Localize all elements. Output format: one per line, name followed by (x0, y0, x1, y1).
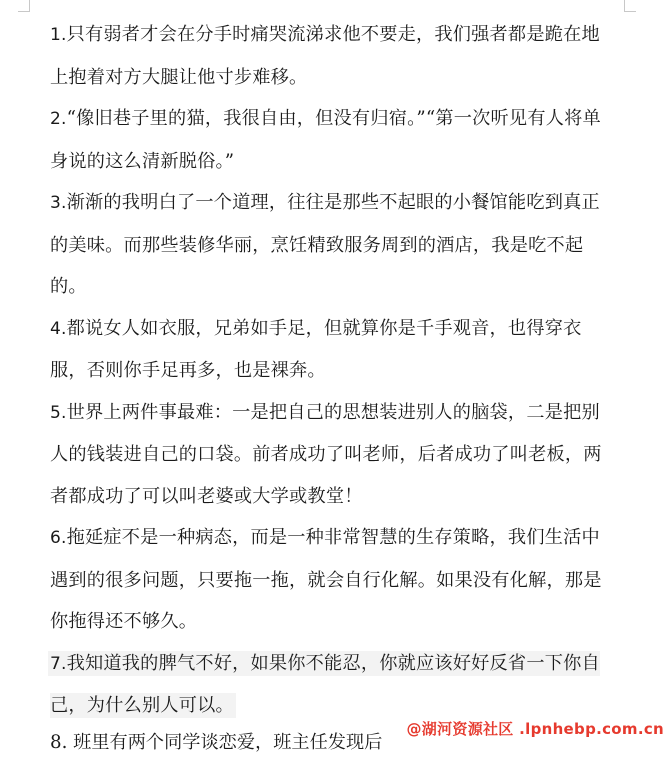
paragraph-text: “像旧巷子里的猫，我很自由，但没有归宿。”“第一次听见有人将单身说的这么清新脱俗。” (50, 108, 601, 172)
page-corner-mark-right-top (624, 11, 636, 12)
watermark: @湖河资源社区 .lpnhebp.com.cn (406, 720, 664, 738)
paragraph-number: 3. (50, 193, 67, 213)
document-body (50, 14, 610, 727)
paragraph-1 (50, 14, 610, 98)
paragraph-5 (50, 392, 610, 518)
paragraph-text: 渐渐的我明白了一个道理，往往是那些不起眼的小餐馆能吃到真正的美味。而那些装修华丽，烹饪精致服务周到的酒店，我是吃不起的。 (50, 192, 600, 297)
paragraph-number: 5. (50, 402, 67, 423)
paragraph-number: 7. (50, 653, 67, 674)
paragraph-text: 世界上两件事最难：一是把自己的思想装进别人的脑袋，二是把别人的钱装进自己的口袋。前者成功了叫老师，后者成功了叫老板，两者都成功了可以叫老婆或大学或教堂！ (50, 401, 602, 507)
paragraph-text: 拖延症不是一种病态，而是一种非常智慧的生存策略，我们生活中遇到的很多问题，只要拖一拖，就会自行化解。如果没有化解，那是你拖得还不够久。 (50, 527, 602, 632)
paragraph-2 (50, 98, 610, 182)
paragraph-6 (50, 517, 610, 643)
paragraph-text: 都说女人如衣服，兄弟如手足，但就算你是千手观音，也得穿衣服，否则你手足再多，也是裸奔。 (50, 317, 582, 381)
paragraph-number: 6. (50, 528, 67, 548)
page-corner-mark-left-top (18, 11, 30, 12)
paragraph-number: 1. (50, 25, 67, 45)
paragraph-number: 4. (50, 318, 67, 339)
paragraph-4 (50, 308, 610, 392)
highlighted-text (50, 653, 600, 717)
partially-visible-paragraph: 8. 班里有两个同学谈恋爱，班主任发现后 (50, 732, 383, 753)
paragraph-text: 我知道我的脾气不好，如果你不能忍，你就应该好好反省一下你自己，为什么别人可以。 (50, 652, 600, 716)
paragraph-number: 2. (50, 109, 67, 129)
paragraph-3 (50, 182, 610, 308)
paragraph-text: 只有弱者才会在分手时痛哭流涕求他不要走，我们强者都是跪在地上抱着对方大腿让他寸步难移。 (50, 24, 600, 88)
paragraph-7 (50, 643, 610, 727)
